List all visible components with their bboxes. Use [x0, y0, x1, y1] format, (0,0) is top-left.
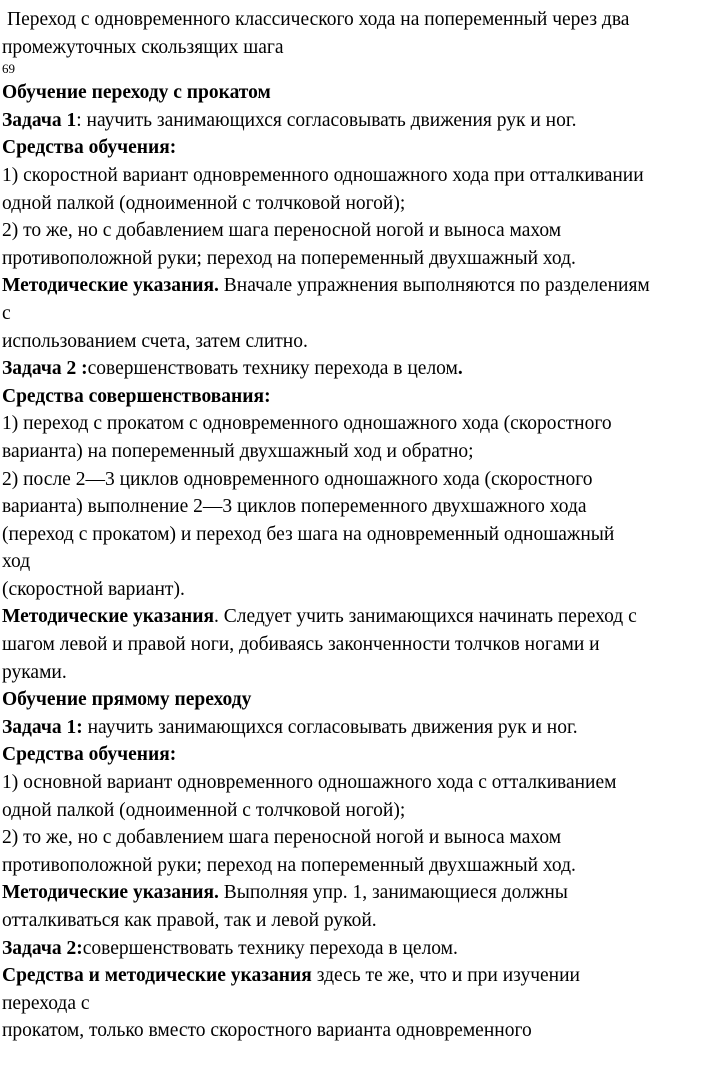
improve-item-1-line-1: 1) переход с прокатом с одновременного одношажного хода (скоростного	[2, 413, 612, 435]
means-item-2-line-2: противоположной руки; переход на попеременный двухшажный ход.	[2, 854, 576, 876]
task-label: Задача 2:	[2, 937, 83, 959]
means-item-1-line-1: 1) скоростной вариант одновременного одношажного хода при отталкивании	[2, 164, 644, 186]
improve-heading	[2, 383, 702, 411]
means-item-2-line-1: 2) то же, но с добавлением шага переносной ногой и выноса махом	[2, 220, 562, 242]
method-label: Методические указания.	[2, 275, 219, 297]
final-text: здесь те же, что и при изучении	[311, 965, 580, 987]
improve-heading-text: Средства совершенствования:	[2, 385, 271, 407]
task-text: совершенствовать технику перехода в целом	[87, 358, 458, 380]
task-text: : научить занимающихся согласовывать движения рук и ног.	[76, 109, 577, 131]
improve-item-2-line-1: 2) после 2—3 циклов одновременного одношажного хода (скоростного	[2, 468, 593, 490]
document-title-line-2: промежуточных скользящих шага	[2, 36, 284, 58]
section-heading-text: Обучение переходу с прокатом	[2, 82, 271, 104]
task-end-mark: .	[457, 358, 463, 380]
method-text: Вначале упражнения выполняются по разделениям	[218, 275, 650, 297]
method2-text: . Следует учить занимающихся начинать переход с	[214, 606, 637, 628]
method-instructions-line-1	[2, 879, 702, 907]
final-paragraph-line-3: прокатом, только вместо скоростного варианта одновременного	[2, 1020, 532, 1042]
section-heading-rolling-transition	[2, 79, 702, 107]
task-1-paragraph	[2, 714, 702, 742]
task-text: научить занимающихся согласовывать движения рук и ног.	[82, 716, 578, 738]
method2-instructions-line-1	[2, 603, 702, 631]
means-heading-text: Средства обучения:	[2, 137, 177, 159]
means-heading	[2, 741, 702, 769]
means-heading	[2, 134, 702, 162]
task-label: Задача 1:	[2, 716, 83, 738]
means-item-1-line-2: одной палкой (одноименной с толчковой ногой);	[2, 192, 406, 214]
improve-item-2-line-5: (скоростной вариант).	[2, 578, 185, 600]
means-item-1-line-2: одной палкой (одноименной с толчковой ногой);	[2, 799, 406, 821]
task-2-paragraph	[2, 355, 702, 383]
method-text: Выполняя упр. 1, занимающиеся должны	[218, 882, 568, 904]
method-instructions-line-1	[2, 272, 702, 300]
task-2-paragraph	[2, 935, 702, 963]
method2-label: Методические указания	[2, 606, 215, 628]
final-label: Средства и методические указания	[2, 965, 312, 987]
means-item-1-line-1: 1) основной вариант одновременного одношажного хода с отталкиванием	[2, 772, 617, 794]
improve-item-2-line-3: (переход с прокатом) и переход без шага на одновременный одношажный	[2, 523, 615, 545]
method2-instructions-line-3: руками.	[2, 661, 67, 683]
method-label: Методические указания.	[2, 882, 219, 904]
means-item-2-line-2: противоположной руки; переход на попеременный двухшажный ход.	[2, 247, 576, 269]
section-heading-text: Обучение прямому переходу	[2, 689, 252, 711]
means-item-2-line-1: 2) то же, но с добавлением шага переносной ногой и выноса махом	[2, 827, 562, 849]
task-label: Задача 2 :	[2, 358, 88, 380]
section-heading-direct-transition	[2, 686, 702, 714]
method-instructions-line-2: отталкиваться как правой, так и левой рукой.	[2, 910, 377, 931]
page-number: 69	[2, 61, 15, 77]
improve-item-2-line-2: варианта) выполнение 2—3 циклов попеременного двухшажного хода	[2, 496, 587, 518]
task-1-paragraph	[2, 107, 702, 135]
means-heading-text: Средства обучения:	[2, 744, 177, 766]
task-text: совершенствовать технику перехода в целом.	[82, 937, 458, 959]
final-paragraph-line-1	[2, 962, 702, 990]
improve-item-2-line-4: ход	[2, 551, 31, 573]
improve-item-1-line-2: варианта) на попеременный двухшажный ход и обратно;	[2, 440, 474, 462]
final-paragraph-line-2: перехода с	[2, 992, 90, 1014]
task-label: Задача 1	[2, 109, 77, 131]
method-instructions-line-2: с	[2, 302, 11, 324]
method2-instructions-line-2: шагом левой и правой ноги, добиваясь законченности толчков ногами и	[2, 634, 600, 656]
document-title-line-1: Переход с одновременного классического хода на попеременный через два	[7, 9, 630, 30]
method-instructions-line-3: использованием счета, затем слитно.	[2, 330, 308, 352]
